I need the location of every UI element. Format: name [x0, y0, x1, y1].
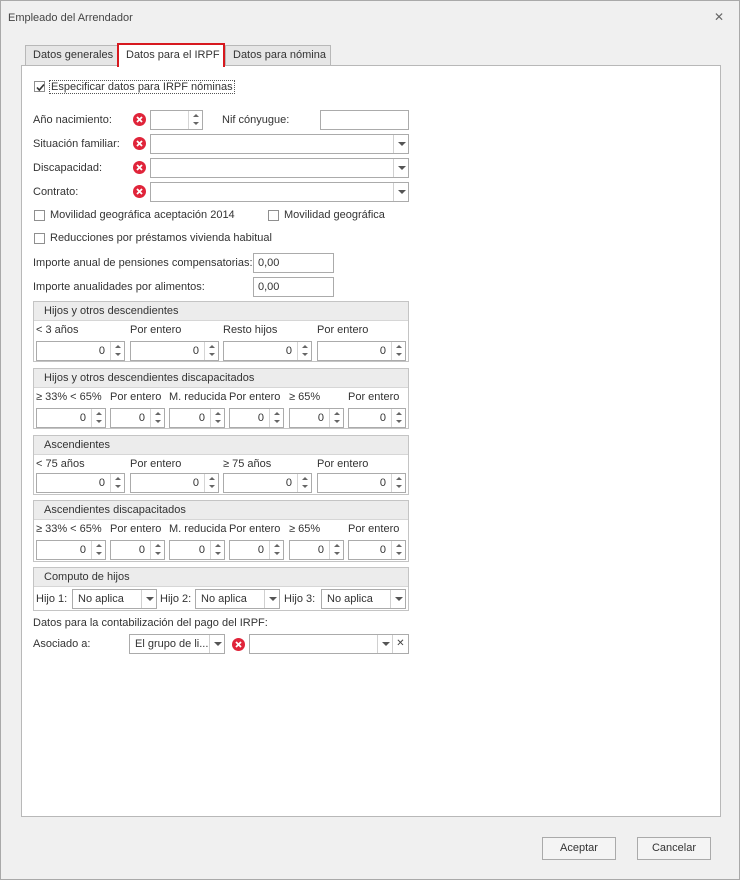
asc-disc-label-4: ≥ 65% — [289, 523, 321, 535]
chevron-down-icon[interactable] — [377, 635, 392, 653]
chevron-down-icon[interactable] — [393, 183, 408, 201]
spin-down-icon[interactable] — [392, 483, 405, 492]
spin-down-icon[interactable] — [151, 418, 164, 427]
hijos-disc-spin-2[interactable]: 0 — [169, 408, 225, 428]
hijo3-select[interactable]: No aplica — [321, 589, 406, 609]
nif-input[interactable] — [320, 110, 409, 130]
hijos-spin-0[interactable]: 0 — [36, 341, 125, 361]
hijos-label-2: Resto hijos — [223, 324, 278, 336]
spin-up-icon[interactable] — [189, 111, 202, 120]
spin-up-icon[interactable] — [111, 474, 124, 483]
asc-spin-3[interactable]: 0 — [317, 473, 406, 493]
spin-up-icon[interactable] — [92, 409, 105, 418]
hijos-disc-spin-5[interactable]: 0 — [348, 408, 406, 428]
anualidades-input[interactable]: 0,00 — [253, 277, 334, 297]
error-icon — [133, 185, 146, 198]
computo-group-title: Computo de hijos — [44, 571, 130, 583]
movilidad-checkbox[interactable] — [268, 210, 279, 221]
hijos-disc-label-0: ≥ 33% < 65% — [36, 391, 102, 403]
tab-datos-irpf[interactable]: Datos para el IRPF — [117, 43, 225, 67]
asc-spin-0[interactable]: 0 — [36, 473, 125, 493]
spin-up-icon[interactable] — [211, 409, 224, 418]
spin-down-icon[interactable] — [92, 550, 105, 559]
spin-up-icon[interactable] — [205, 342, 218, 351]
spin-up-icon[interactable] — [151, 541, 164, 550]
spin-down-icon[interactable] — [211, 418, 224, 427]
spin-down-icon[interactable] — [111, 351, 124, 360]
spin-down-icon[interactable] — [270, 550, 283, 559]
asc-disc-spin-5[interactable]: 0 — [348, 540, 406, 560]
contab-heading: Datos para la contabilización del pago del IRPF: — [33, 617, 268, 629]
clear-icon[interactable]: ✕ — [392, 635, 408, 653]
spin-down-icon[interactable] — [298, 351, 311, 360]
spin-up-icon[interactable] — [205, 474, 218, 483]
hijos-spin-3[interactable]: 0 — [317, 341, 406, 361]
spin-up-icon[interactable] — [298, 342, 311, 351]
spin-up-icon[interactable] — [392, 474, 405, 483]
hijos-disc-label-2: M. reducida — [169, 391, 227, 403]
chevron-down-icon[interactable] — [264, 590, 279, 608]
tab-datos-generales[interactable]: Datos generales — [25, 45, 118, 66]
movilidad-2014-checkbox[interactable] — [34, 210, 45, 221]
hijo1-label: Hijo 1: — [36, 593, 68, 605]
asc-label-1: Por entero — [130, 458, 182, 470]
spin-down-icon[interactable] — [211, 550, 224, 559]
cuenta-select[interactable] — [249, 634, 409, 654]
error-icon — [133, 161, 146, 174]
accept-button[interactable]: Aceptar — [542, 837, 616, 860]
spin-down-icon[interactable] — [330, 550, 343, 559]
ascendientes-group-title: Ascendientes — [44, 439, 111, 451]
contrato-select[interactable] — [150, 182, 409, 202]
spin-down-icon[interactable] — [92, 418, 105, 427]
spin-up-icon[interactable] — [270, 409, 283, 418]
asc-label-3: Por entero — [317, 458, 369, 470]
pensiones-input[interactable]: 0,00 — [253, 253, 334, 273]
hijo2-select[interactable]: No aplica — [195, 589, 280, 609]
spin-down-icon[interactable] — [111, 483, 124, 492]
chevron-down-icon[interactable] — [141, 590, 156, 608]
asc-disc-label-5: Por entero — [348, 523, 400, 535]
spin-up-icon[interactable] — [111, 342, 124, 351]
asc-label-0: < 75 años — [36, 458, 85, 470]
asc-disc-spin-1[interactable]: 0 — [110, 540, 165, 560]
hijos-disc-label-4: ≥ 65% — [289, 391, 321, 403]
situacion-select[interactable] — [150, 134, 409, 154]
asc-disc-label-1: Por entero — [110, 523, 162, 535]
spin-up-icon[interactable] — [392, 342, 405, 351]
discapacidad-label: Discapacidad: — [33, 162, 103, 174]
contrato-label: Contrato: — [33, 186, 79, 198]
especificar-checkbox[interactable] — [34, 81, 45, 92]
error-icon — [232, 638, 245, 651]
spin-up-icon[interactable] — [298, 474, 311, 483]
hijos-disc-spin-3[interactable]: 0 — [229, 408, 284, 428]
hijos-disc-group-title: Hijos y otros descendientes discapacitados — [44, 372, 255, 384]
hijos-disc-spin-4[interactable]: 0 — [289, 408, 344, 428]
spin-down-icon[interactable] — [330, 418, 343, 427]
asc-disc-spin-4[interactable]: 0 — [289, 540, 344, 560]
spin-up-icon[interactable] — [211, 541, 224, 550]
anualidades-label: Importe anualidades por alimentos: — [33, 281, 205, 293]
spin-up-icon[interactable] — [92, 541, 105, 550]
chevron-down-icon[interactable] — [209, 635, 224, 653]
hijo3-label: Hijo 3: — [284, 593, 316, 605]
nif-label: Nif cónyugue: — [222, 114, 290, 126]
pensiones-label: Importe anual de pensiones compensatorias: — [33, 257, 253, 269]
anio-input[interactable] — [150, 110, 203, 130]
spin-down-icon[interactable] — [392, 550, 405, 559]
asc-disc-spin-2[interactable]: 0 — [169, 540, 225, 560]
asc-disc-label-0: ≥ 33% < 65% — [36, 523, 102, 535]
reducciones-checkbox[interactable] — [34, 233, 45, 244]
hijos-label-0: < 3 años — [36, 324, 79, 336]
hijos-group-title: Hijos y otros descendientes — [44, 305, 179, 317]
discapacidad-select[interactable] — [150, 158, 409, 178]
spin-down-icon[interactable] — [298, 483, 311, 492]
window-title: Empleado del Arrendador — [8, 12, 133, 24]
hijo2-label: Hijo 2: — [160, 593, 192, 605]
checkmark-icon — [35, 82, 46, 93]
spin-down-icon[interactable] — [205, 483, 218, 492]
chevron-down-icon[interactable] — [393, 159, 408, 177]
asc-disc-spin-0[interactable]: 0 — [36, 540, 106, 560]
hijos-disc-spin-0[interactable]: 0 — [36, 408, 106, 428]
situacion-label: Situación familiar: — [33, 138, 120, 150]
spin-down-icon[interactable] — [205, 351, 218, 360]
hijos-label-1: Por entero — [130, 324, 182, 336]
hijos-disc-spin-1[interactable]: 0 — [110, 408, 165, 428]
asc-disc-label-2: M. reducida — [169, 523, 227, 535]
tab-datos-nomina[interactable]: Datos para nómina — [225, 45, 331, 66]
hijos-disc-label-5: Por entero — [348, 391, 400, 403]
asociado-label: Asociado a: — [33, 638, 91, 650]
error-icon — [133, 113, 146, 126]
asc-disc-spin-3[interactable]: 0 — [229, 540, 284, 560]
chevron-down-icon[interactable] — [393, 135, 408, 153]
hijos-disc-label-3: Por entero — [229, 391, 281, 403]
especificar-label: Especificar datos para IRPF nóminas — [51, 81, 233, 93]
cancel-button[interactable]: Cancelar — [637, 837, 711, 860]
hijos-spin-2[interactable]: 0 — [223, 341, 312, 361]
asc-disc-label-3: Por entero — [229, 523, 281, 535]
spin-up-icon[interactable] — [151, 409, 164, 418]
movilidad-label: Movilidad geográfica — [284, 209, 385, 221]
reducciones-label: Reducciones por préstamos vivienda habitual — [50, 232, 272, 244]
asc-label-2: ≥ 75 años — [223, 458, 272, 470]
spin-up-icon[interactable] — [392, 409, 405, 418]
close-icon[interactable]: ✕ — [713, 10, 725, 24]
anio-label: Año nacimiento: — [33, 114, 112, 126]
hijos-spin-1[interactable]: 0 — [130, 341, 219, 361]
asociado-select[interactable]: El grupo de li... — [129, 634, 225, 654]
asc-spin-1[interactable]: 0 — [130, 473, 219, 493]
movilidad-2014-label: Movilidad geográfica aceptación 2014 — [50, 209, 235, 221]
spin-down-icon[interactable] — [189, 120, 202, 129]
spin-up-icon[interactable] — [330, 409, 343, 418]
asc-disc-group-title: Ascendientes discapacitados — [44, 504, 186, 516]
spin-down-icon[interactable] — [392, 351, 405, 360]
hijos-label-3: Por entero — [317, 324, 369, 336]
asc-spin-2[interactable]: 0 — [223, 473, 312, 493]
hijo1-select[interactable]: No aplica — [72, 589, 157, 609]
spin-down-icon[interactable] — [270, 418, 283, 427]
spin-up-icon[interactable] — [270, 541, 283, 550]
error-icon — [133, 137, 146, 150]
spin-down-icon[interactable] — [151, 550, 164, 559]
hijos-disc-label-1: Por entero — [110, 391, 162, 403]
spin-down-icon[interactable] — [392, 418, 405, 427]
chevron-down-icon[interactable] — [390, 590, 405, 608]
spin-up-icon[interactable] — [392, 541, 405, 550]
spin-up-icon[interactable] — [330, 541, 343, 550]
